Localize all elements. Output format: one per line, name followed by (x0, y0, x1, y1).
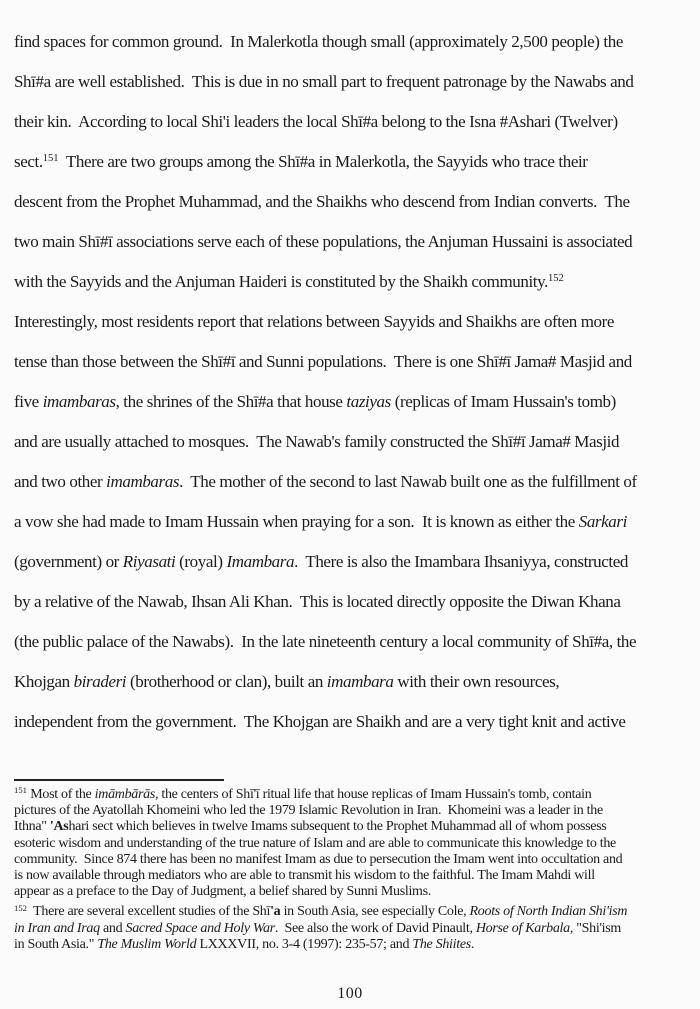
text-segment: , the centers of Shī'ī ritual life that house replicas of Imam Hussain's tomb, contain (154, 787, 592, 802)
text-segment: descent from the Prophet Muhammad, and the Shaikhs who descend from Indian converts. The (14, 192, 630, 211)
text-line (14, 904, 690, 920)
text-segment: Most of the (27, 787, 95, 802)
text-line (14, 262, 690, 302)
text-segment: in Iran and Iraq (14, 920, 100, 936)
text-segment: imambaras (42, 392, 116, 411)
text-segment: esoteric wisdom and understanding of the true nature of Islam and are able to communicate this knowledge to the (14, 835, 616, 851)
text-segment: in South Asia." (14, 936, 98, 952)
text-segment: The Shiites (412, 936, 471, 952)
text-segment: is now available through mediators who are able to transmit his wisdom to the faithful. The Imam Mahdi will (14, 867, 595, 883)
text-line (14, 182, 690, 222)
text-line (14, 884, 690, 900)
text-line (14, 302, 690, 342)
text-segment: find spaces for common ground. In Malerkotla though small (approximately 2,500 people) the (14, 32, 623, 51)
text-segment: 'a (270, 904, 281, 920)
text-segment: Interestingly, most residents report that relations between Sayyids and Shaikhs are often more (14, 312, 615, 331)
text-line (14, 662, 690, 702)
text-segment: imambara (326, 672, 394, 691)
text-segment: two main Shī#ī associations serve each of these populations, the Anjuman Hussaini is associated (14, 232, 633, 251)
text-segment: Ithna" (14, 819, 50, 835)
text-segment: . There is also the Imambara Ihsaniyya, constructed (294, 552, 628, 571)
text-line (14, 502, 690, 542)
text-segment: five (14, 392, 43, 411)
text-segment: imāmbārās (94, 787, 155, 802)
text-segment: tense than those between the Shī#ī and Sunni populations. There is one Shī#ī Jama# Masjid and (14, 352, 632, 371)
text-segment: and two other (14, 472, 107, 491)
text-segment: taziyas (346, 392, 391, 411)
text-segment: by a relative of the Nawab, Ihsan Ali Khan. This is located directly opposite the Diwan Khana (14, 592, 621, 611)
text-segment: , the shrines of the Shī#a that house (115, 392, 347, 411)
text-segment: . (470, 936, 475, 952)
text-line (14, 22, 690, 62)
text-segment: "Shi'ism (573, 920, 621, 936)
body-text (14, 22, 690, 742)
text-segment: appear as a preface to the Day of Judgment, a belief shared by Sunni Muslims. (14, 884, 431, 900)
text-segment: Roots of North Indian Shi'ism (469, 904, 628, 920)
text-segment: and (99, 920, 126, 936)
text-segment: LXXXVII, no. 3-4 (1997): 235-57; and (196, 936, 413, 952)
text-segment: 151 (14, 785, 28, 796)
footnote-151 (14, 787, 690, 900)
text-line (14, 222, 690, 262)
text-line (14, 787, 690, 803)
text-line (14, 836, 690, 852)
text-line (14, 622, 690, 662)
text-line (14, 852, 690, 868)
text-line (14, 937, 690, 953)
footnote-152 (14, 904, 690, 953)
text-line (14, 102, 690, 142)
text-line (14, 382, 690, 422)
text-segment: imambaras (106, 472, 180, 491)
text-line (14, 702, 690, 742)
text-segment: Sarkari (578, 512, 627, 531)
text-line (14, 819, 690, 835)
text-segment: (government) or (14, 552, 123, 571)
text-segment: There are several excellent studies of the Shī (27, 904, 271, 920)
text-segment: with the Sayyids and the Anjuman Haideri is constituted by the Shaikh community. (14, 272, 548, 291)
text-line (14, 422, 690, 462)
text-segment: Shī#a are well established. This is due in no small part to frequent patronage by the Nawabs and (14, 72, 634, 91)
text-segment: Imambara (226, 552, 295, 571)
text-segment: pictures of the Ayatollah Khomeini who led the 1979 Islamic Revolution in Iran. Khomeini was a leader in the (14, 803, 603, 819)
text-segment: independent from the government. The Khojgan are Shaikh and are a very tight knit and active (14, 712, 626, 731)
text-line (14, 62, 690, 102)
text-line (14, 582, 690, 622)
text-segment: . The mother of the second to last Nawab built one as the fulfillment of (179, 472, 637, 491)
text-segment: The Muslim World (97, 936, 197, 952)
text-segment: a vow she had made to Imam Hussain when praying for a son. It is known as either the (14, 512, 579, 531)
page-number: 100 (337, 985, 363, 1002)
text-segment: 151 (42, 153, 59, 165)
text-segment: (royal) (175, 552, 227, 571)
text-segment: (replicas of Imam Hussain's tomb) (390, 392, 616, 411)
text-segment: in South Asia, see especially Cole, (280, 904, 470, 920)
text-segment: 152 (547, 273, 564, 285)
footnote-separator (14, 779, 224, 781)
text-line (14, 142, 690, 182)
text-segment: community. Since 874 there has been no manifest Imam as due to persecution the Imam went into occultation and (14, 851, 623, 867)
text-segment: 152 (14, 902, 28, 913)
text-segment: (the public palace of the Nawabs). In the late nineteenth century a local community of Shī#a, the (14, 632, 637, 651)
text-segment: Sacred Space and Holy War (125, 920, 275, 936)
text-line (14, 542, 690, 582)
text-segment: sect. (14, 152, 43, 171)
text-segment: There are two groups among the Shī#a in Malerkotla, the Sayyids who trace their (58, 152, 588, 171)
text-line (14, 868, 690, 884)
text-segment: (brotherhood or clan), built an (126, 672, 327, 691)
text-line (14, 803, 690, 819)
text-segment: and are usually attached to mosques. The Nawab's family constructed the Shī#ī Jama# Masjid (14, 432, 620, 451)
text-line (14, 342, 690, 382)
text-segment: Riyasati (122, 552, 176, 571)
text-segment: with their own resources, (393, 672, 560, 691)
text-segment: Khojgan (14, 672, 74, 691)
text-line (14, 921, 690, 937)
footnotes-section (14, 787, 690, 953)
text-segment: . See also the work of David Pinault, (274, 920, 476, 936)
text-segment: their kin. According to local Shi'i leaders the local Shī#a belong to the Isna #Ashari (Twelver) (14, 112, 618, 131)
text-segment: hari sect which believes in twelve Imams subsequent to the Prophet Muhammad all of whom possess (68, 819, 607, 835)
text-segment: 'As (49, 819, 69, 835)
text-segment: biraderi (73, 672, 127, 691)
text-line (14, 462, 690, 502)
text-segment: Horse of Karbala, (475, 920, 574, 936)
